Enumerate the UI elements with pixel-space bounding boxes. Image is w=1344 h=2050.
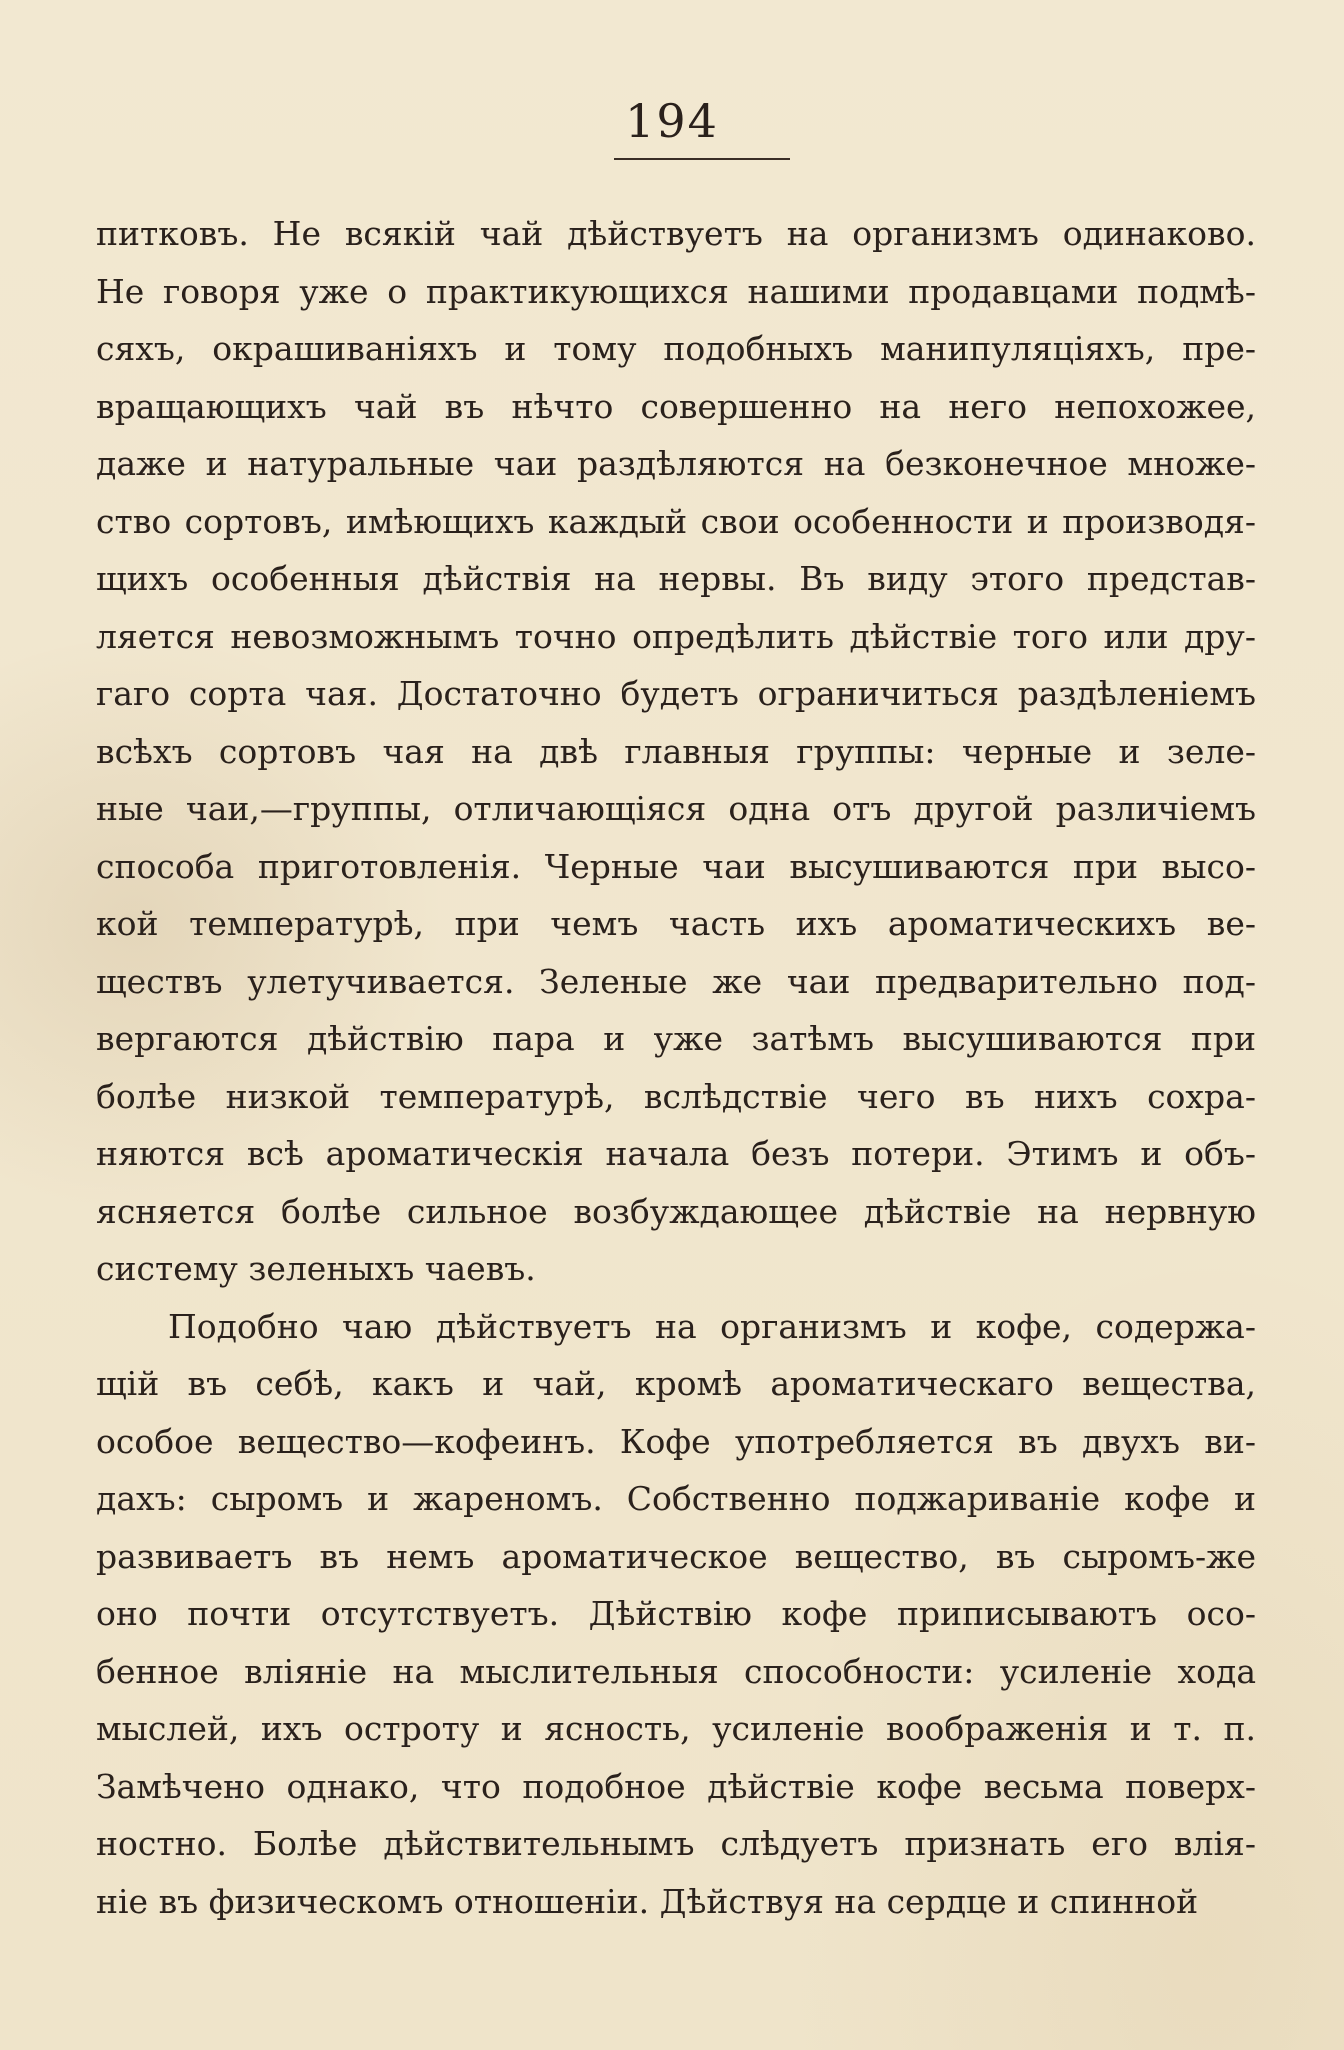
text-line: способа приготовленія. Черные чаи высушиваются при высо- [96, 846, 1256, 886]
text-line: Замѣчено однако, что подобное дѣйствіе кофе весьма поверх- [96, 1766, 1256, 1806]
text-line: гаго сорта чая. Достаточно будетъ ограничиться раздѣленіемъ [96, 674, 1256, 713]
body-text [96, 205, 1256, 1930]
text-line: даже и натуральные чаи раздѣляются на безконечное множе- [96, 444, 1256, 483]
text-line: ляется невозможнымъ точно опредѣлить дѣйствіе того или дру- [96, 616, 1256, 656]
text-line: ные чаи,—группы, отличающіяся одна отъ другой различіемъ [96, 789, 1256, 828]
text-line: систему зеленыхъ чаевъ. [96, 1249, 536, 1288]
paragraph [96, 205, 1256, 1298]
page-number-rule [614, 158, 790, 160]
text-line: ясняется болѣе сильное возбуждающее дѣйствіе на нервную [96, 1191, 1256, 1231]
text-line: дахъ: сыромъ и жареномъ. Собственно поджариваніе кофе и [96, 1479, 1256, 1518]
paragraphs [96, 205, 1256, 1930]
text-line: кой температурѣ, при чемъ часть ихъ ароматическихъ ве- [96, 904, 1256, 943]
text-line: няются всѣ ароматическія начала безъ потери. Этимъ и объ- [96, 1134, 1256, 1173]
paragraph [96, 1298, 1256, 1931]
text-line: развиваетъ въ немъ ароматическое вещество, въ сыромъ-же [96, 1536, 1256, 1576]
text-line: Не говоря уже о практикующихся нашими продавцами подмѣ- [96, 271, 1256, 311]
text-line: ностно. Болѣе дѣйствительнымъ слѣдуетъ признать его влія- [96, 1824, 1256, 1863]
text-line: щій въ себѣ, какъ и чай, кромѣ ароматическаго вещества, [96, 1364, 1256, 1403]
text-line: всѣхъ сортовъ чая на двѣ главныя группы: черные и зеле- [96, 731, 1256, 771]
text-line: болѣе низкой температурѣ, вслѣдствіе чего въ нихъ сохра- [96, 1076, 1256, 1116]
text-line: вергаются дѣйствію пара и уже затѣмъ высушиваются при [96, 1019, 1256, 1058]
text-line: сяхъ, окрашиваніяхъ и тому подобныхъ манипуляціяхъ, пре- [96, 329, 1256, 368]
text-line: оно почти отсутствуетъ. Дѣйствію кофе приписываютъ осо- [96, 1594, 1256, 1633]
text-line: мыслей, ихъ остроту и ясность, усиленіе воображенія и т. п. [96, 1709, 1256, 1748]
text-line: бенное вліяніе на мыслительныя способности: усиленіе хода [96, 1651, 1256, 1691]
text-line: особое вещество—кофеинъ. Кофе употребляется въ двухъ ви- [96, 1421, 1256, 1461]
text-line: ство сортовъ, имѣющихъ каждый свои особенности и производя- [96, 501, 1256, 541]
text-line: ществъ улетучивается. Зеленые же чаи предварительно под- [96, 961, 1256, 1001]
text-line: питковъ. Не всякій чай дѣйствуетъ на организмъ одинаково. [96, 214, 1256, 253]
text-line: ніе въ физическомъ отношеніи. Дѣйствуя на сердце и спинной [96, 1881, 1199, 1921]
text-line: щихъ особенныя дѣйствія на нервы. Въ виду этого представ- [96, 559, 1256, 598]
text-line: Подобно чаю дѣйствуетъ на организмъ и кофе, содержа- [168, 1306, 1256, 1346]
text-line: вращающихъ чай въ нѣчто совершенно на него непохожее, [96, 386, 1256, 426]
page-number: 194 [625, 94, 719, 148]
